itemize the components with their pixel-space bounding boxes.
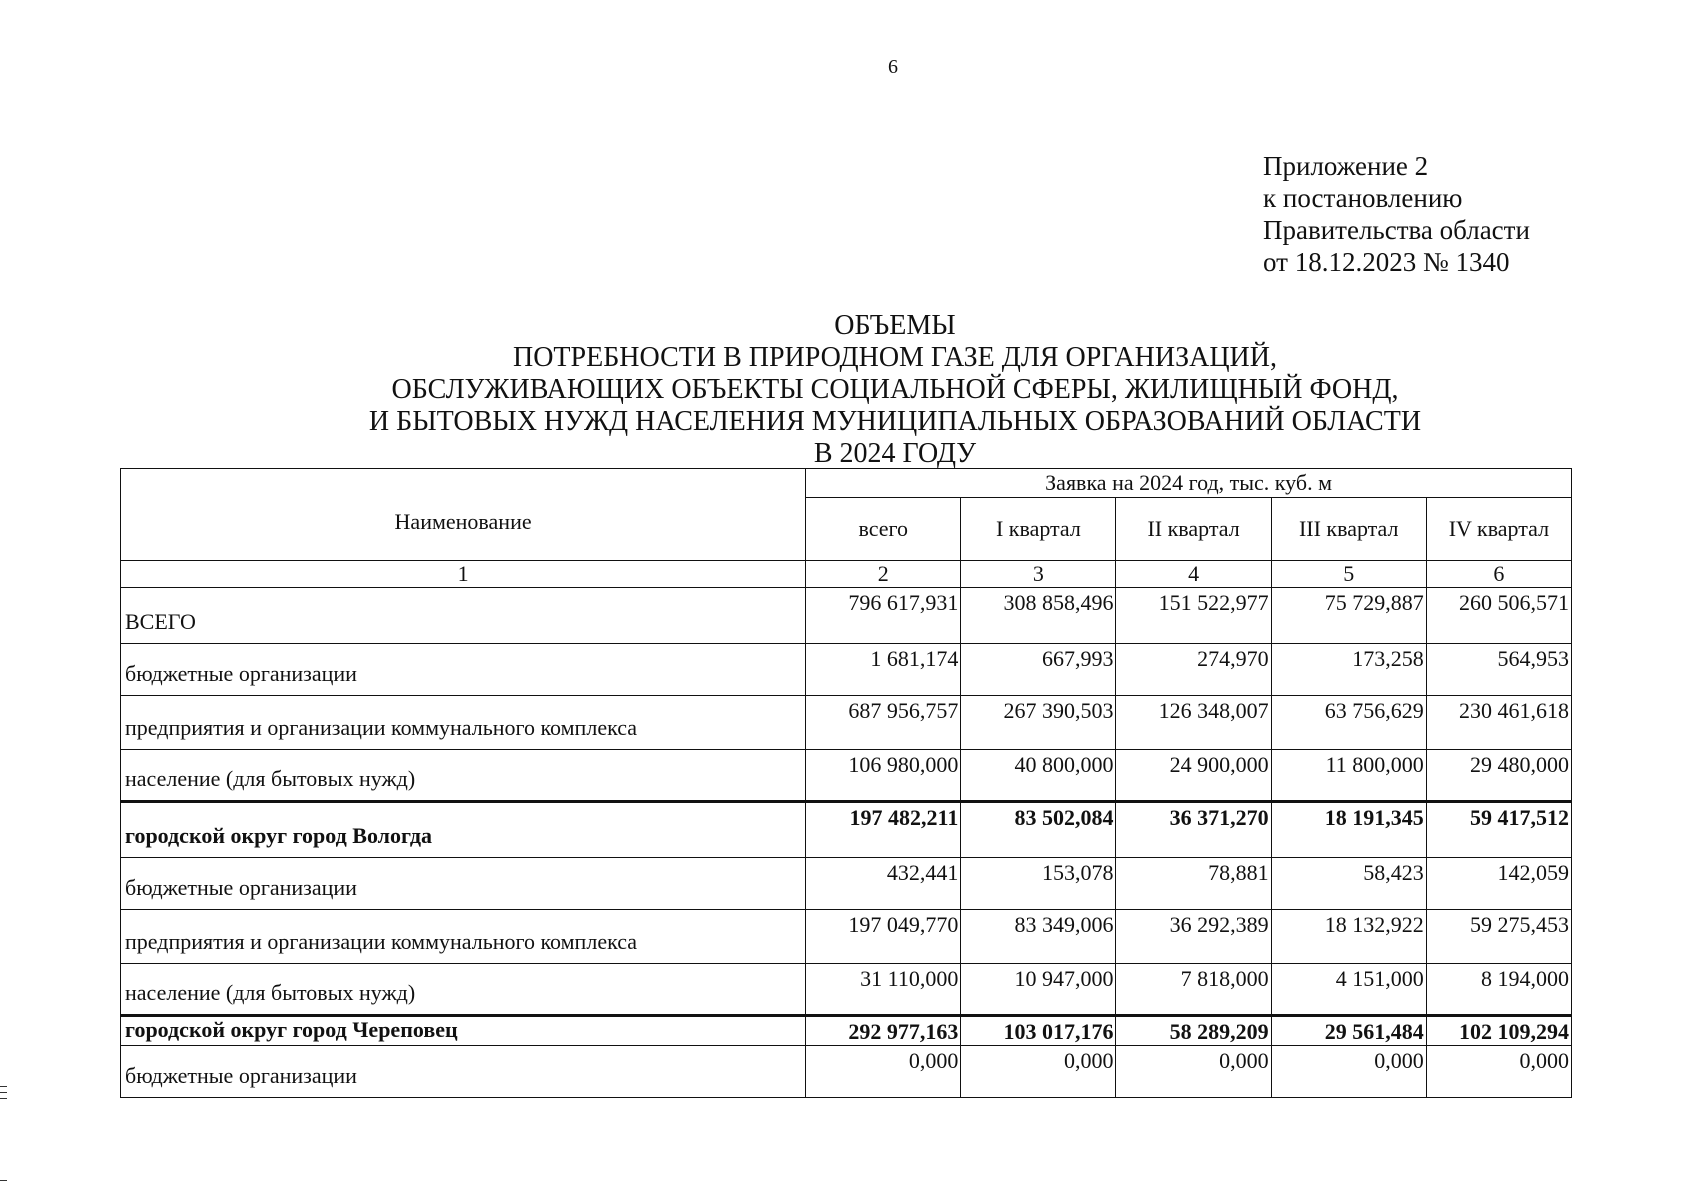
- cell-total: 106 980,000: [806, 750, 961, 802]
- scan-edge-mark: [0, 1098, 7, 1099]
- cell-q3: 173,258: [1271, 644, 1426, 696]
- title-line: И БЫТОВЫХ НУЖД НАСЕЛЕНИЯ МУНИЦИПАЛЬНЫХ ОБРАЗОВАНИЙ ОБЛАСТИ: [368, 406, 1422, 437]
- gas-volumes-table: [120, 468, 1572, 1098]
- document-title: [300, 310, 1490, 470]
- row-name: бюджетные организации: [121, 644, 806, 696]
- appendix-line: Приложение 2: [1263, 151, 1429, 181]
- row-name: бюджетные организации: [121, 858, 806, 910]
- cell-q3: 18 191,345: [1271, 802, 1426, 858]
- title-line: ОБСЛУЖИВАЮЩИХ ОБЪЕКТЫ СОЦИАЛЬНОЙ СФЕРЫ, ЖИЛИЩНЫЙ ФОНД,: [391, 374, 1399, 405]
- appendix-line: к постановлению: [1263, 183, 1463, 213]
- cell-q2: 78,881: [1116, 858, 1271, 910]
- cell-q3: 0,000: [1271, 1046, 1426, 1098]
- title-line: ОБЪЕМЫ: [834, 310, 956, 341]
- cell-q3: 18 132,922: [1271, 910, 1426, 964]
- scan-edge-mark: [0, 1086, 7, 1087]
- column-index: 1: [121, 561, 806, 588]
- cell-q1: 103 017,176: [961, 1016, 1116, 1046]
- table-row-total: [121, 588, 1572, 644]
- column-index: 6: [1426, 561, 1571, 588]
- cell-q4: 29 480,000: [1426, 750, 1571, 802]
- header-col-total: всего: [806, 498, 961, 561]
- appendix-line: Правительства области: [1263, 215, 1530, 245]
- header-col-q1: I квартал: [961, 498, 1116, 561]
- table-row: [121, 696, 1572, 750]
- title-line: В 2024 ГОДУ: [813, 438, 977, 469]
- cell-total: 197 482,211: [806, 802, 961, 858]
- cell-total: 796 617,931: [806, 588, 961, 644]
- appendix-block: [1263, 150, 1530, 278]
- cell-total: 197 049,770: [806, 910, 961, 964]
- table-row: [121, 964, 1572, 1016]
- cell-total: 1 681,174: [806, 644, 961, 696]
- cell-q2: 7 818,000: [1116, 964, 1271, 1016]
- cell-q2: 126 348,007: [1116, 696, 1271, 750]
- page-number: 6: [888, 56, 898, 78]
- cell-q1: 10 947,000: [961, 964, 1116, 1016]
- header-col-q4: IV квартал: [1426, 498, 1571, 561]
- cell-q3: 4 151,000: [1271, 964, 1426, 1016]
- cell-q1: 153,078: [961, 858, 1116, 910]
- cell-total: 432,441: [806, 858, 961, 910]
- cell-q1: 308 858,496: [961, 588, 1116, 644]
- cell-q2: 274,970: [1116, 644, 1271, 696]
- appendix-line: от 18.12.2023 № 1340: [1263, 247, 1510, 277]
- row-name: бюджетные организации: [121, 1046, 806, 1098]
- table-row: [121, 858, 1572, 910]
- table-row: [121, 750, 1572, 802]
- table-row-district: [121, 802, 1572, 858]
- cell-q2: 0,000: [1116, 1046, 1271, 1098]
- cell-q4: 142,059: [1426, 858, 1571, 910]
- cell-q3: 75 729,887: [1271, 588, 1426, 644]
- cell-q4: 230 461,618: [1426, 696, 1571, 750]
- column-index-row: [121, 561, 1572, 588]
- cell-q4: 59 275,453: [1426, 910, 1571, 964]
- cell-q1: 267 390,503: [961, 696, 1116, 750]
- cell-q1: 40 800,000: [961, 750, 1116, 802]
- cell-q3: 58,423: [1271, 858, 1426, 910]
- column-index: 3: [961, 561, 1116, 588]
- table-row: [121, 644, 1572, 696]
- cell-q4: 0,000: [1426, 1046, 1571, 1098]
- cell-q2: 58 289,209: [1116, 1016, 1271, 1046]
- cell-q4: 564,953: [1426, 644, 1571, 696]
- cell-q3: 11 800,000: [1271, 750, 1426, 802]
- row-name: население (для бытовых нужд): [121, 750, 806, 802]
- row-name: предприятия и организации коммунального комплекса: [121, 696, 806, 750]
- column-index: 4: [1116, 561, 1271, 588]
- row-name: население (для бытовых нужд): [121, 964, 806, 1016]
- table-row: [121, 1046, 1572, 1098]
- cell-q2: 24 900,000: [1116, 750, 1271, 802]
- header-col-q3: III квартал: [1271, 498, 1426, 561]
- cell-q3: 29 561,484: [1271, 1016, 1426, 1046]
- scan-edge-mark: [0, 1180, 7, 1181]
- row-name: городской округ город Череповец: [121, 1016, 806, 1046]
- cell-q2: 36 371,270: [1116, 802, 1271, 858]
- cell-q2: 36 292,389: [1116, 910, 1271, 964]
- cell-q2: 151 522,977: [1116, 588, 1271, 644]
- column-index: 5: [1271, 561, 1426, 588]
- row-name: городской округ город Вологда: [121, 802, 806, 858]
- row-name: предприятия и организации коммунального комплекса: [121, 910, 806, 964]
- table-row: [121, 910, 1572, 964]
- cell-q1: 83 502,084: [961, 802, 1116, 858]
- cell-q4: 260 506,571: [1426, 588, 1571, 644]
- cell-q4: 59 417,512: [1426, 802, 1571, 858]
- cell-q1: 83 349,006: [961, 910, 1116, 964]
- header-group: Заявка на 2024 год, тыс. куб. м: [806, 469, 1572, 498]
- cell-total: 687 956,757: [806, 696, 961, 750]
- scan-edge-mark: [0, 1092, 7, 1093]
- cell-total: 292 977,163: [806, 1016, 961, 1046]
- cell-q4: 102 109,294: [1426, 1016, 1571, 1046]
- column-index: 2: [806, 561, 961, 588]
- cell-q3: 63 756,629: [1271, 696, 1426, 750]
- cell-q1: 667,993: [961, 644, 1116, 696]
- cell-q1: 0,000: [961, 1046, 1116, 1098]
- header-name: Наименование: [121, 469, 806, 561]
- table-row-district: [121, 1016, 1572, 1046]
- title-line: ПОТРЕБНОСТИ В ПРИРОДНОМ ГАЗЕ ДЛЯ ОРГАНИЗАЦИЙ,: [512, 342, 1277, 373]
- header-col-q2: II квартал: [1116, 498, 1271, 561]
- cell-total: 0,000: [806, 1046, 961, 1098]
- row-name: ВСЕГО: [121, 588, 806, 644]
- cell-total: 31 110,000: [806, 964, 961, 1016]
- cell-q4: 8 194,000: [1426, 964, 1571, 1016]
